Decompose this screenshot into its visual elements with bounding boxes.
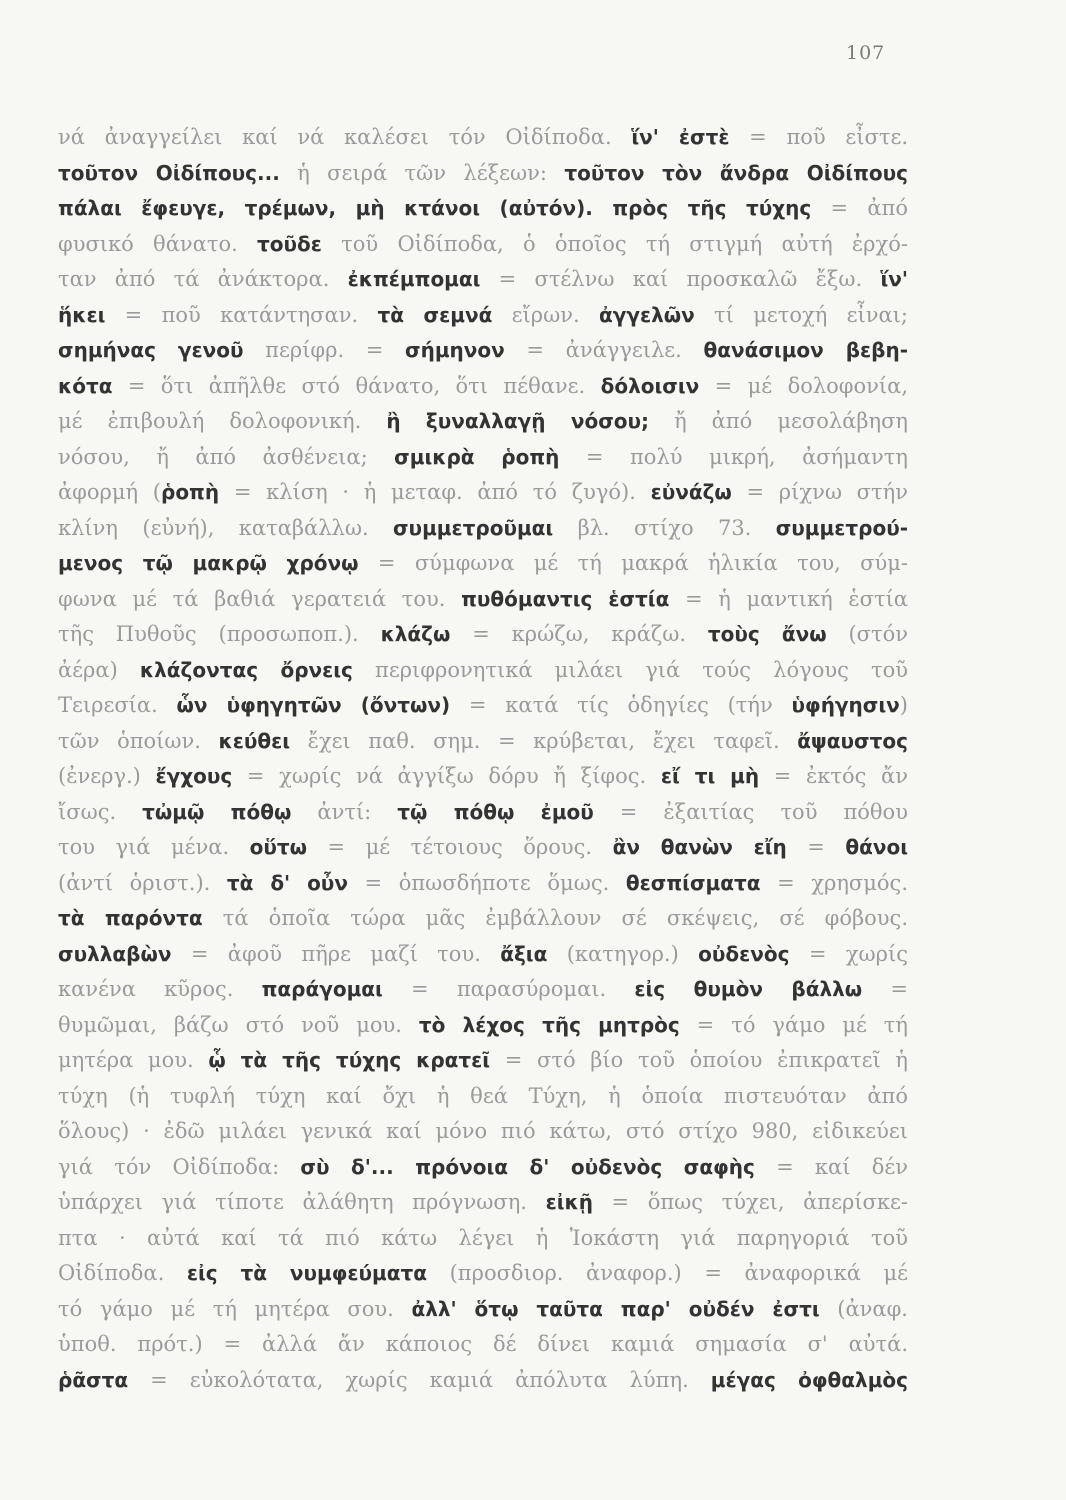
- gloss-text: =: [862, 977, 908, 1001]
- gloss-text: (ἐνεργ.): [58, 764, 156, 788]
- lemma-term: θανάσιμον βεβη-: [703, 338, 908, 362]
- text-line: [58, 830, 908, 866]
- lemma-term: τὰ δ' οὖν: [226, 870, 348, 895]
- lemma-term: εἰς τὰ νυμφεύματα: [186, 1261, 428, 1285]
- gloss-text: (ἀναφ.: [819, 1296, 908, 1321]
- gloss-text: = πολύ μικρή, ἀσήμαντη: [559, 444, 908, 469]
- lemma-term: μέγας ὀφθαλμὸς: [710, 1367, 908, 1392]
- lemma-term: σὺ δ'... πρόνοια δ' οὐδενὸς σαφὴς: [300, 1154, 755, 1179]
- gloss-text: κλίνη (εὐνή), καταβάλλω.: [58, 515, 393, 540]
- lemma-term: δόλοισιν: [600, 373, 700, 398]
- lemma-term: πάλαι ἔφευγε, τρέμων, μὴ κτάνοι (αὐτόν). πρὸς τῆς τύχης: [58, 196, 812, 220]
- gloss-text: = καί δέν: [754, 1154, 908, 1179]
- lemma-term: τοῦτον τὸν ἄνδρα Οἰδίπους: [564, 160, 908, 185]
- gloss-text: του γιά μένα.: [58, 835, 250, 859]
- gloss-text: ἀντί:: [291, 799, 398, 824]
- gloss-text: τά ὁποῖα τώρα μᾶς ἐμβάλλουν σέ σκέψεις, σέ φόβους.: [202, 906, 908, 930]
- gloss-text: τοῦ Οἰδίποδα, ὁ ὁποῖος τή στιγμή αὐτή ἐρχό-: [321, 231, 908, 256]
- gloss-text: μητέρα μου.: [58, 1048, 209, 1072]
- gloss-text: κανένα κῦρος.: [58, 977, 262, 1001]
- lemma-term: ἵν' ἐστὲ: [631, 125, 730, 149]
- text-line: [58, 724, 908, 760]
- lemma-term: μενος τῷ μακρῷ χρόνῳ: [58, 551, 359, 575]
- text-line: [58, 653, 908, 689]
- gloss-text: = ὁπωσδήποτε ὅμως.: [347, 870, 626, 895]
- text-line: [58, 546, 908, 582]
- gloss-text: ταν ἀπό τά ἀνάκτορα.: [58, 267, 348, 291]
- text-line: [58, 617, 908, 653]
- lemma-term: ἄξια: [500, 941, 548, 966]
- lemma-term: ἐκπέμπομαι: [347, 267, 481, 291]
- gloss-text: = χωρίς: [789, 941, 908, 966]
- gloss-text: (ἀντί ὁριστ.).: [58, 870, 227, 895]
- lemma-term: τῷ πόθῳ ἐμοῦ: [397, 799, 594, 824]
- text-line: [58, 582, 908, 618]
- text-line: [58, 1221, 908, 1257]
- gloss-text: ὑποθ. πρότ.) = ἀλλά ἄν κάποιος δέ δίνει καμιά σημασία σ' αὐτά.: [58, 1332, 908, 1356]
- text-line: [58, 1079, 908, 1115]
- text-line: [58, 298, 908, 334]
- gloss-text: =: [786, 835, 846, 859]
- gloss-text: = κατά τίς ὁδηγίες (τήν: [450, 693, 792, 717]
- text-line: [58, 688, 908, 724]
- gloss-text: = ὅπως τύχει, ἀπερίσκε-: [592, 1190, 908, 1214]
- lemma-term: ἵν': [880, 267, 908, 291]
- lemma-term: οὕτω: [249, 835, 308, 859]
- gloss-text: = εὐκολότατα, χωρίς καμιά ἀπόλυτα λύπη.: [128, 1367, 711, 1392]
- text-line: [58, 937, 908, 973]
- gloss-text: βλ. στίχο 73.: [553, 515, 776, 540]
- text-line: [58, 227, 908, 263]
- gloss-text: περιφρονητικά μιλάει γιά τούς λόγους τοῦ: [352, 657, 908, 682]
- lemma-term: ἀλλ' ὅτῳ ταῦτα παρ' οὐδέν ἐστι: [411, 1296, 820, 1321]
- gloss-text: = μέ τέτοιους ὅρους.: [307, 835, 613, 859]
- gloss-text: = ποῦ εἶστε.: [729, 125, 908, 149]
- gloss-text: = ἀπό: [811, 196, 908, 220]
- lemma-term: ἢ ξυναλλαγῇ νόσου;: [386, 409, 650, 433]
- gloss-text: = ρίχνω στήν: [731, 480, 908, 504]
- gloss-text: ὑπάρχει γιά τίποτε ἀλάθητη πρόγνωση.: [58, 1190, 546, 1214]
- lemma-term: ᾧ τὰ τῆς τύχης κρατεῖ: [208, 1048, 491, 1072]
- gloss-text: ἤ ἀπό μεσολάβηση: [649, 409, 908, 433]
- text-line: [58, 1043, 908, 1079]
- text-line: [58, 191, 908, 227]
- gloss-text: = στέλνω καί προσκαλῶ ἔξω.: [480, 267, 881, 291]
- gloss-text: ἡ σειρά τῶν λέξεων:: [279, 160, 565, 185]
- text-line: [58, 156, 908, 192]
- gloss-text: τί μετοχή εἶναι;: [694, 302, 908, 327]
- gloss-text: = ἡ μαντική ἑστία: [669, 586, 908, 611]
- lemma-term: ἥκει: [58, 302, 106, 327]
- lemma-term: εἰκῇ: [545, 1190, 593, 1214]
- gloss-text: = ἐκτός ἄν: [759, 764, 908, 788]
- gloss-text: ): [899, 693, 908, 717]
- gloss-text: πτα · αὐτά καί τά πιό κάτω λέγει ἡ Ἰοκάστη γιά παρηγοριά τοῦ: [58, 1225, 908, 1250]
- text-line: [58, 972, 908, 1008]
- lemma-term: τοῦτον Οἰδίπους...: [58, 160, 280, 185]
- lemma-term: εἴ τι μὴ: [660, 764, 760, 788]
- text-line: [58, 1327, 908, 1363]
- gloss-text: = τό γάμο μέ τή: [679, 1012, 908, 1037]
- commentary-text: [58, 120, 908, 1398]
- lemma-term: ἄψαυστος: [797, 728, 908, 753]
- gloss-text: τῆς Πυθοῦς (προσωποπ.).: [58, 622, 381, 646]
- text-line: [58, 404, 908, 440]
- gloss-text: τό γάμο μέ τή μητέρα σου.: [58, 1296, 412, 1321]
- gloss-text: = ἐξαιτίας τοῦ πόθου: [593, 799, 908, 824]
- gloss-text: ἴσως.: [58, 799, 143, 824]
- text-line: [58, 1363, 908, 1399]
- lemma-term: τὰ σεμνά: [377, 302, 493, 327]
- gloss-text: (κατηγορ.): [547, 941, 699, 966]
- lemma-term: ὑφήγησιν: [791, 693, 900, 717]
- text-line: [58, 795, 908, 831]
- gloss-text: νά ἀναγγείλει καί νά καλέσει τόν Οἰδίποδα.: [58, 125, 632, 149]
- lemma-term: κλάζω: [380, 622, 451, 646]
- lemma-term: ἀγγελῶν: [598, 302, 695, 327]
- gloss-text: = κρώζω, κράζω.: [450, 622, 708, 646]
- text-line: [58, 759, 908, 795]
- gloss-text: = χρησμός.: [760, 870, 908, 895]
- text-line: [58, 1292, 908, 1328]
- text-line: [58, 369, 908, 405]
- lemma-term: τοὺς ἄνω: [707, 622, 827, 646]
- lemma-term: πυθόμαντις ἑστία: [461, 586, 670, 611]
- text-line: [58, 333, 908, 369]
- gloss-text: γιά τόν Οἰδίποδα:: [58, 1154, 301, 1179]
- lemma-term: εὐνάζω: [650, 480, 732, 504]
- text-line: [58, 866, 908, 902]
- gloss-text: ἀέρα): [58, 657, 140, 682]
- lemma-term: τὠμῷ πόθῳ: [142, 799, 292, 824]
- lemma-term: τὰ παρόντα: [58, 906, 203, 930]
- gloss-text: = παρασύρομαι.: [382, 977, 635, 1001]
- text-line: [58, 1256, 908, 1292]
- gloss-text: (προσδιορ. ἀναφορ.) = ἀναφορικά μέ: [427, 1261, 908, 1285]
- lemma-term: συμμετρού-: [775, 515, 908, 540]
- lemma-term: συλλαβὼν: [58, 941, 172, 966]
- text-line: [58, 1114, 908, 1150]
- text-line: [58, 1008, 908, 1044]
- gloss-text: φυσικό θάνατο.: [58, 231, 258, 256]
- gloss-text: μέ ἐπιβουλή δολοφονική.: [58, 409, 387, 433]
- text-line: [58, 511, 908, 547]
- lemma-term: ῥοπὴ: [161, 480, 220, 504]
- gloss-text: φωνα μέ τά βαθιά γερατειά του.: [58, 586, 462, 611]
- text-line: [58, 1185, 908, 1221]
- gloss-text: = χωρίς νά ἀγγίξω δόρυ ἤ ξίφος.: [232, 764, 661, 788]
- text-line: [58, 901, 908, 937]
- lemma-term: κότα: [58, 373, 113, 398]
- lemma-term: θάνοι: [845, 835, 908, 859]
- text-line: [58, 440, 908, 476]
- gloss-text: περίφρ. =: [243, 338, 406, 362]
- lemma-term: ἂν θανὼν εἴη: [612, 835, 787, 859]
- lemma-term: ἔγχους: [155, 764, 233, 788]
- gloss-text: = σύμφωνα μέ τή μακρά ἡλικία του, σύμ-: [358, 551, 908, 575]
- text-line: [58, 475, 908, 511]
- gloss-text: = ποῦ κατάντησαν.: [105, 302, 378, 327]
- gloss-text: ἔχει παθ. σημ. = κρύβεται, ἔχει ταφεῖ.: [290, 728, 798, 753]
- page-number: 107: [846, 42, 886, 64]
- lemma-term: συμμετροῦμαι: [392, 515, 554, 540]
- text-line: [58, 120, 908, 156]
- gloss-text: = ἀνάγγειλε.: [504, 338, 704, 362]
- lemma-term: ῥᾶστα: [58, 1367, 129, 1392]
- gloss-text: = ὅτι ἀπῆλθε στό θάνατο, ὅτι πέθανε.: [112, 373, 601, 398]
- gloss-text: τῶν ὁποίων.: [58, 728, 219, 753]
- gloss-text: εἴρων.: [492, 302, 599, 327]
- lemma-term: σήμηνον: [405, 338, 505, 362]
- lemma-term: κλάζοντας ὄρνεις: [139, 657, 353, 682]
- gloss-text: = στό βίο τοῦ ὁποίου ἐπικρατεῖ ἡ: [490, 1048, 908, 1072]
- lemma-term: θεσπίσματα: [625, 870, 761, 895]
- gloss-text: ὅλους) · ἐδῶ μιλάει γενικά καί μόνο πιό κάτω, στό στίχο 980, εἰδικεύει: [58, 1119, 908, 1143]
- text-line: [58, 262, 908, 298]
- lemma-term: σημήνας γενοῦ: [58, 338, 244, 362]
- lemma-term: ὧν ὑφηγητῶν (ὄντων): [176, 693, 451, 717]
- lemma-term: τὸ λέχος τῆς μητρὸς: [418, 1012, 680, 1037]
- lemma-term: παράγομαι: [261, 977, 383, 1001]
- gloss-text: θυμῶμαι, βάζω στό νοῦ μου.: [58, 1012, 419, 1037]
- gloss-text: Τειρεσία.: [58, 693, 177, 717]
- gloss-text: = ἀφοῦ πῆρε μαζί του.: [171, 941, 501, 966]
- lemma-term: εἰς θυμὸν βάλλω: [634, 977, 863, 1001]
- text-line: [58, 1150, 908, 1186]
- gloss-text: (στόν: [826, 622, 908, 646]
- lemma-term: οὐδενὸς: [698, 941, 790, 966]
- gloss-text: νόσου, ἤ ἀπό ἀσθένεια;: [58, 444, 395, 469]
- gloss-text: ἀφορμή (: [58, 480, 161, 504]
- gloss-text: τύχη (ἡ τυφλή τύχη καί ὄχι ἡ θεά Τύχη, ἡ ὁποία πιστευόταν ἀπό: [58, 1083, 908, 1108]
- gloss-text: Οἰδίποδα.: [58, 1261, 187, 1285]
- gloss-text: = μέ δολοφονία,: [699, 373, 908, 398]
- lemma-term: σμικρὰ ῥοπὴ: [394, 444, 560, 469]
- lemma-term: κεύθει: [218, 728, 291, 753]
- gloss-text: = κλίση · ἡ μεταφ. ἀπό τό ζυγό).: [219, 480, 651, 504]
- lemma-term: τοῦδε: [257, 231, 322, 256]
